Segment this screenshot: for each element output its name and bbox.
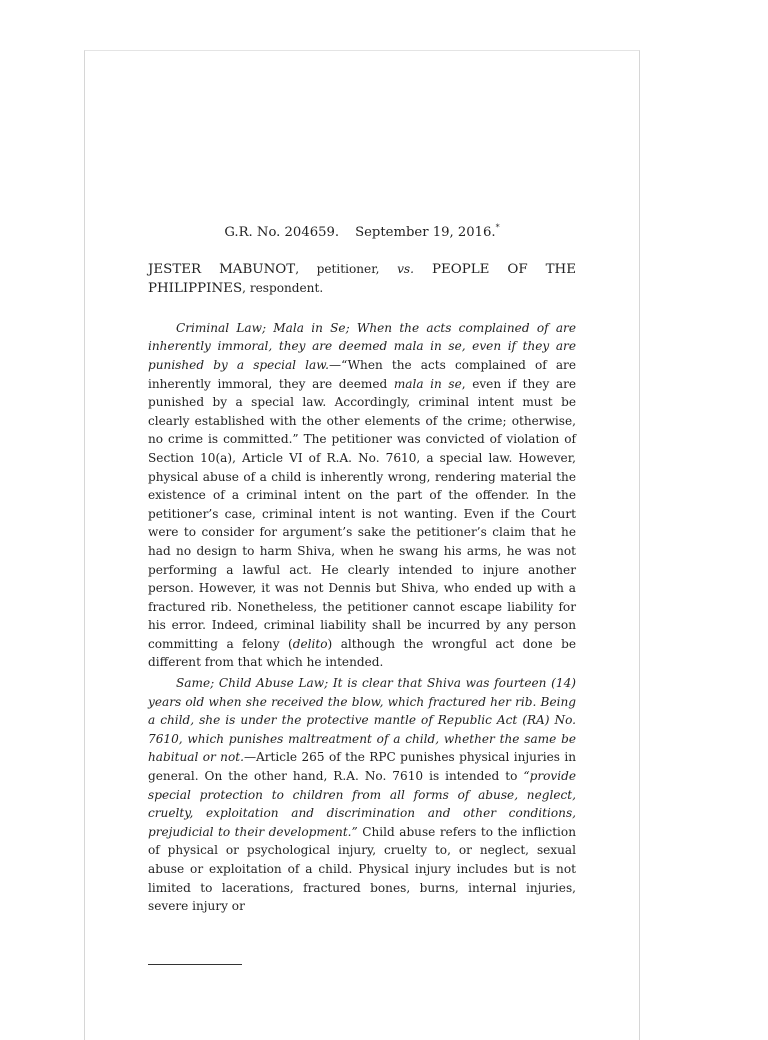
decision-date: September 19, 2016.: [355, 225, 496, 240]
syllabus-body-2-start: Article 265 of the RPC punishes physical injuries in general. On the other hand, R.A. No. 7610 is intended to: [148, 750, 576, 784]
footnote-separator: [148, 964, 242, 965]
petitioner-name: JESTER MABUNOT: [148, 261, 296, 277]
syllabus-body-2-end: Child abuse refers to the infliction of physical or psychological injury, cruelty to, or neglect, sexual abuse or exploitation of a child. Physical injury includes but is not limited to lacerations, fractured bones, burns, internal injuries, severe injury or: [148, 824, 576, 914]
petitioner-role: , petitioner,: [295, 261, 398, 276]
syllabus-headnote-2: Same; Child Abuse Law; It is clear that Shiva was fourteen (14) years old when she received the blow, which fractured her rib. Being a child, she is under the protective mantle of Republic Act (RA) No. 7610, which punishes maltreatment of a child, whether the same be habitual or not.: [148, 676, 576, 765]
case-number: G.R. No. 204659.: [224, 225, 340, 240]
syllabus-dash-1: —: [328, 357, 342, 372]
syllabus-body-1-start: “When the acts complained of are inherently immoral, they are deemed: [148, 357, 576, 391]
footnote-marker: *: [495, 223, 500, 232]
syllabus-paragraph-2: [148, 674, 576, 916]
document-content: [148, 224, 576, 918]
syllabus-headnote-1: Criminal Law; Mala in Se; When the acts complained of are inherently immoral, they are deemed mala in se, even if they are punished by a special law.: [148, 320, 576, 372]
syllabus-body-1-italic: mala in se: [393, 376, 462, 391]
syllabus-body-1-end: ) although the wrongful act done be different from that which he intended.: [148, 636, 576, 670]
case-parties: [148, 260, 576, 299]
syllabus-body-1-italic-2: delito: [292, 636, 328, 651]
case-heading: [148, 224, 576, 243]
respondent-name: PEOPLE OF THE PHILIPPINES: [148, 261, 576, 297]
respondent-role: , respondent.: [242, 281, 324, 296]
syllabus-dash-2: —: [243, 750, 257, 765]
syllabus-body-1-mid: , even if they are punished by a special law. Accordingly, criminal intent must be clearly established with the other elements of the crime; otherwise, no crime is committed.” The petitioner was convicted of violation of Section 10(a), Article VI of R.A. No. 7610, a special law. However, physical abuse of a child is inherently wrong, rendering material the existence of a criminal intent on the part of the offender. In the petitioner’s case, criminal intent is not wanting. Even if the Court were to consider for argument’s sake the petitioner’s claim that he had no design to harm Shiva, when he swang his arms, he was not performing a lawful act. He clearly intended to injure another person. However, it was not Dennis but Shiva, who ended up with a fractured rib. Nonetheless, the petitioner cannot escape liability for his error. Indeed, criminal liability shall be incurred by any person committing a felony (: [148, 376, 577, 651]
syllabus-paragraph-1: [148, 319, 576, 672]
versus-label: vs.: [397, 261, 414, 276]
syllabus-body-2-italic: “provide special protection to children from all forms of abuse, neglect, cruelty, exploitation and discrimination and other conditions, prejudicial to their development.”: [148, 769, 576, 839]
